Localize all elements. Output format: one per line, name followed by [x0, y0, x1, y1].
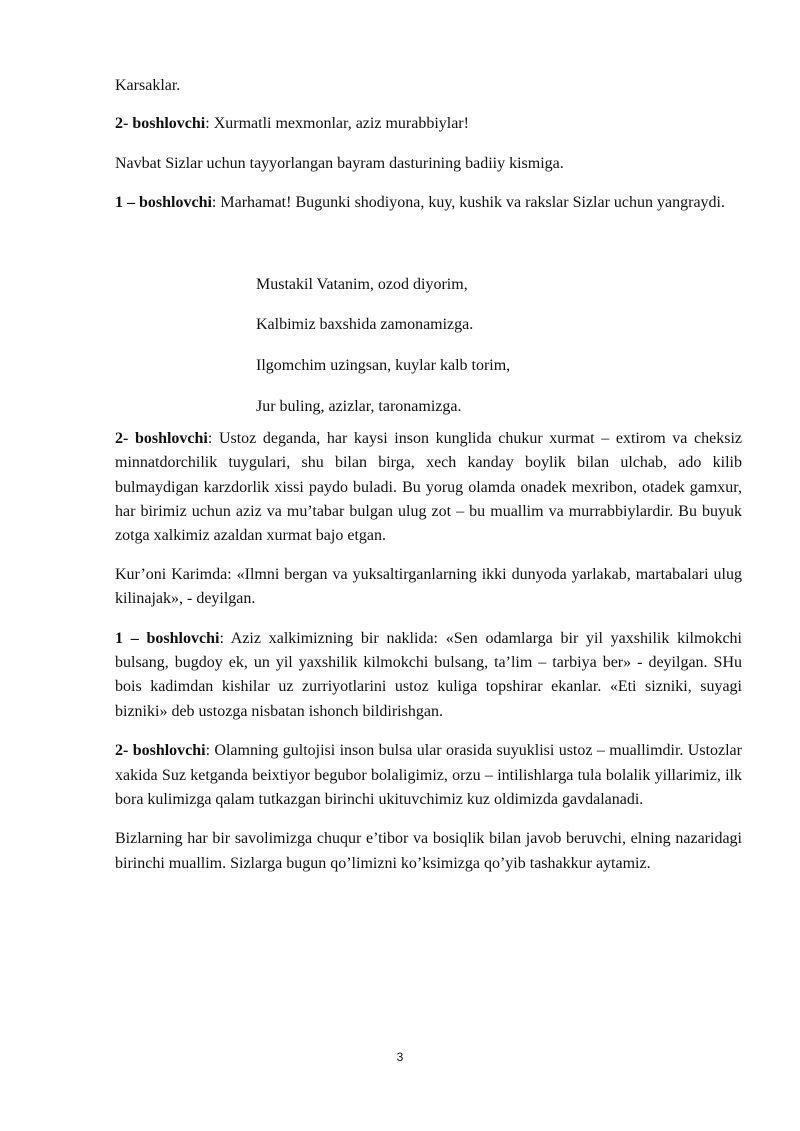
poem-stanza — [256, 273, 742, 419]
paragraph-quran-quote: Kur’oni Karimda: «Ilmni bergan va yuksaltirganlarning ikki dunyoda yarlakab, martabalari ulug kilinajak», - deyilgan. — [115, 565, 742, 608]
paragraph-host1-welcome — [115, 191, 742, 215]
paragraph-host2-greeting — [115, 112, 742, 136]
poem-line: Ilgomchim uzingsan, kuylar kalb torim, — [256, 357, 511, 374]
paragraph-program-intro: Navbat Sizlar uchun tayyorlangan bayram dasturining badiiy kismiga. — [115, 154, 564, 172]
speaker-label: 2- boshlovchi — [115, 115, 206, 133]
paragraph-host2-teacher — [115, 427, 742, 549]
paragraph-text: : Xurmatli mexmonlar, aziz murabbiylar! — [205, 115, 469, 133]
paragraph-gratitude: Bizlarning har bir savolimizga chuqur e’tibor va bosiqlik bilan javob beruvchi, elning nazaridagi birinchi muallim. Sizlarga bugun qo’limizni ko’ksimizga qo’yib tashakkur aytamiz. — [115, 830, 742, 872]
paragraph-applause: Karsaklar. — [115, 77, 181, 94]
paragraph-text: : Ustoz deganda, har kaysi inson kunglida chukur xurmat – extirom va cheksiz minnatdorchilik tuygulari, shu bilan birga, xech kanday boylik bilan ulchab, ado kilib bulmaydigan karzdorlik xissi paydo buladi. Bu yorug olamda onadek mexribon, otadek gamxur, har birimiz uchun aziz va mu’tabar bulgan ulug zot – bu muallim va murrabbiylardir. Bu buyuk zotga xalkimiz azaldan xurmat bajo etgan. — [115, 429, 742, 545]
poem-line: Mustakil Vatanim, ozod diyorim, — [256, 275, 468, 293]
paragraph-text: : Marhamat! Bugunki shodiyona, kuy, kushik va rakslar Sizlar uchun yangraydi. — [211, 194, 725, 212]
page-number: 3 — [396, 1050, 404, 1064]
speaker-label: 2- boshlovchi — [115, 742, 206, 760]
speaker-label: 1 – boshlovchi — [115, 194, 212, 212]
speaker-label: 1 – boshlovchi — [115, 629, 220, 647]
document-page — [115, 74, 742, 876]
paragraph-text: : Olamning gultojisi inson bulsa ular orasida suyuklisi ustoz – muallimdir. Ustozlar xakida Suz ketganda beixtiyor begubor bolaligimiz, orzu – intilishlarga tula bolalik yillarimiz, ilk bora kulimizga qalam tutkazgan birinchi ukituvchimiz kuz oldimizda gavdalanadi. — [115, 742, 742, 808]
poem-line: Jur buling, azizlar, taronamizga. — [256, 397, 462, 415]
paragraph-text: : Aziz xalkimizning bir naklida: «Sen odamlarga bir yil yaxshilik kilmokchi bulsang, bugdoy ek, un yil yaxshilik kilmokchi bulsang, ta’lim – tarbiya ber» - deyilgan. SHu bois kadimdan kishilar uz zurriyotlarini ustoz kuliga topshirar ekanlar. «Eti sizniki, suyagi bizniki» deb ustozga nisbatan ishonch bildirishgan. — [115, 629, 742, 720]
paragraph-host2-crown — [115, 739, 742, 812]
speaker-label: 2- boshlovchi — [115, 429, 208, 447]
poem-line: Kalbimiz baxshida zamonamizga. — [256, 316, 474, 334]
paragraph-host1-proverb — [115, 627, 742, 725]
